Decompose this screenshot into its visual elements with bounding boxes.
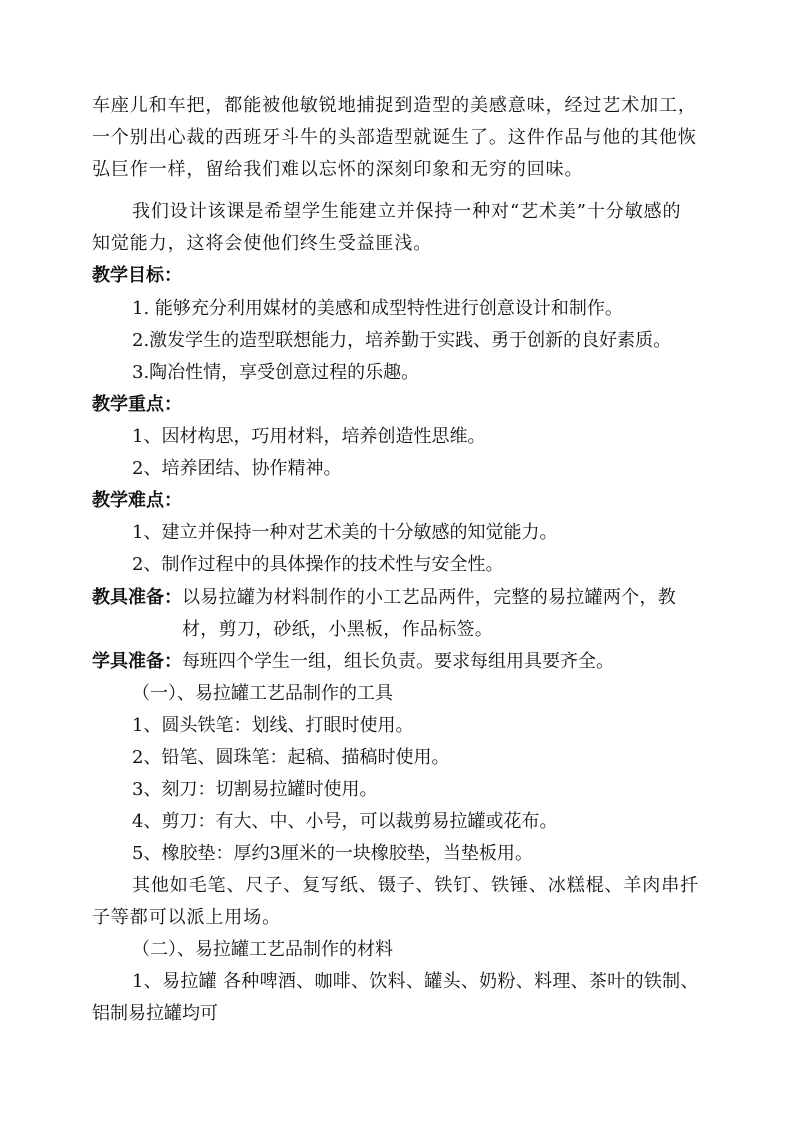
paragraph-line: 子等都可以派上用场。 [92,907,281,928]
goal-item: 1. 能够充分利用媒材的美感和成型特性进行创意设计和制作。 [132,298,623,319]
difficulty-item: 2、制作过程中的具体操作的技术性与安全性。 [132,554,504,575]
teacher-prep-text: 以易拉罐为材料制作的小工艺品两件，完整的易拉罐两个，教 [182,587,677,608]
key-point-item: 2、培养团结、协作精神。 [132,458,342,479]
difficulty-item: 1、建立并保持一种对艺术美的十分敏感的知觉能力。 [132,522,558,543]
teacher-prep-text: 材，剪刀，砂纸，小黑板，作品标签。 [182,619,494,640]
tool-item: 4、剪刀：有大、中、小号，可以裁剪易拉罐或花布。 [132,811,558,832]
tool-item: 2、铅笔、圆珠笔：起稿、描稿时使用。 [132,747,450,768]
subsection-heading-materials: （二）、易拉罐工艺品制作的材料 [132,939,393,960]
paragraph-line: 知觉能力，这将会使他们终生受益匪浅。 [92,233,433,254]
tool-item: 1、圆头铁笔：划线、打眼时使用。 [132,715,414,736]
tool-item: 5、橡胶垫：厚约3厘米的一块橡胶垫，当垫板用。 [132,843,533,864]
material-item: 1、易拉罐 各种啤酒、咖啡、饮料、罐头、奶粉、料理、茶叶的铁制、 [132,971,699,992]
section-heading-student-prep: 学具准备： [92,651,182,672]
section-heading-goals: 教学目标： [92,265,182,286]
paragraph-line: 弘巨作一样，留给我们难以忘怀的深刻印象和无穷的回味。 [92,159,584,180]
goal-item: 3.陶冶性情，享受创意过程的乐趣。 [132,362,420,383]
material-item: 铝制易拉罐均可 [92,1003,218,1024]
student-prep-text: 每班四个学生一组，组长负责。要求每组用具要齐全。 [182,651,614,672]
paragraph-line: 我们设计该课是希望学生能建立并保持一种对“艺术美”十分敏感的 [132,201,682,222]
subsection-heading-tools: （一）、易拉罐工艺品制作的工具 [132,683,393,704]
section-heading-teacher-prep: 教具准备： [92,587,182,608]
paragraph-line: 一个别出心裁的西班牙斗牛的头部造型就诞生了。这件作品与他的其他恢 [92,127,697,148]
goal-item: 2.激发学生的造型联想能力，培养勤于实践、勇于创新的良好素质。 [132,330,672,351]
tool-item: 3、刻刀：切割易拉罐时使用。 [132,779,378,800]
section-heading-key-points: 教学重点： [92,394,182,415]
key-point-item: 1、因材构思，巧用材料，培养创造性思维。 [132,426,486,447]
paragraph-line: 车座儿和车把，都能被他敏锐地捕捉到造型的美感意味，经过艺术加工， [92,95,697,116]
section-heading-difficulties: 教学难点： [92,490,182,511]
paragraph-line: 其他如毛笔、尺子、复写纸、镊子、铁钉、铁锤、冰糕棍、羊肉串扦 [132,875,699,896]
